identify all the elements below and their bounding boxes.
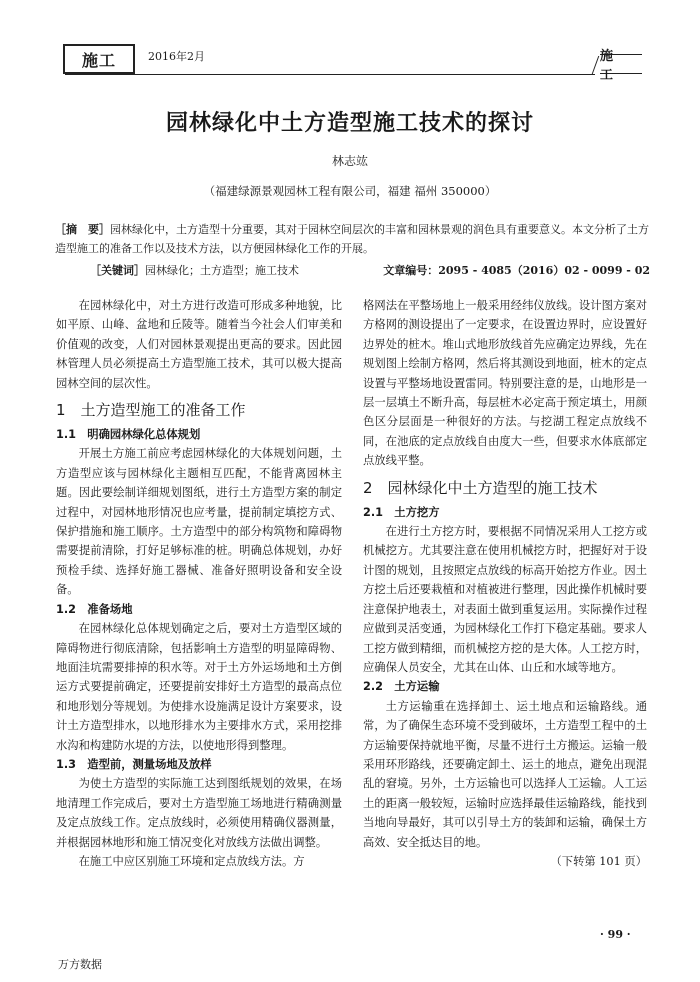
left-column [56, 296, 342, 871]
article-title: 园林绿化中土方造型施工技术的探讨 [165, 111, 534, 136]
issue-date: 2016年2月 [148, 50, 205, 63]
affiliation: （福建绿源景观园林工程有限公司，福建 福州 350000） [203, 184, 497, 198]
keywords-label: ［关键词］ [90, 264, 145, 277]
subsection-heading-1-3: 1.3 造型前，测量场地及放样 [56, 757, 212, 771]
section-heading-1: 1 土方造型施工的准备工作 [56, 401, 246, 420]
journal-logo [63, 44, 135, 74]
continued-paragraph: 格网法在平整场地上一般采用经纬仪放线。设计图方案对方格网的测设提出了一定要求，在设置边界时，应设置好边界处的桩木。堆山式地形放线首先应确定边界线，先在规划图上绘制方格网，然后将其测设到地面，桩木的定点设置与平整场地设置雷同。特别要注意的是，山地形是一层一层填土不断升高，每层桩木必定高于预定填土，用颜色区分层面是一种很好的方法。与挖湖工程定点放线不同，在池底的定点放线自由度大一些，但要求水体底部定点放线平整。 [363, 299, 647, 468]
right-column [363, 296, 647, 871]
paragraph-1-3a: 为使土方造型的实际施工达到图纸规划的效果，在场地清理工作完成后，要对土方造型施工场地进行精确测量及定点放线工作。定点放线时，必须使用精确仪器测量，并根据园林地形和施工情况变化对放线方法做出调整。 [56, 777, 342, 849]
paragraph-2-2: 土方运输重在选择卸土、运土地点和运输路线。通常，为了确保生态环境不受到破坏，土方造型工程中的土方运输要保持就地平衡，尽量不进行土方搬运。运输一般采用环形路线，还要确定卸土、运土的地点，避免出现混乱的窘境。另外，土方运输也可以选择人工运输。人工运土的距离一般较短，运输时应选择最佳运输路线，能找到当地向导最好，其可以引导土方的装卸和运输，确保土方高效、安全抵达目的地。 [363, 699, 647, 849]
author: 林志竑 [331, 154, 368, 168]
abstract-label: ［摘 要］ [55, 223, 110, 236]
subsection-heading-1-1: 1.1 明确园林绿化总体规划 [56, 428, 201, 442]
continued-note: （下转第 101 页） [550, 854, 647, 868]
keywords [90, 262, 299, 278]
keywords-line [90, 262, 650, 278]
intro-paragraph: 在园林绿化中，对土方进行改造可形成多种地貌，比如平原、山峰、盆地和丘陵等。随着当今社会人们审美和价值观的改变，人们对园林景观提出更高的要求。因此园林管理人员必须提高土方造型施工技术，其可以极大提高园林空间的层次性。 [56, 299, 342, 390]
section-heading-2: 2 园林绿化中土方造型的施工技术 [363, 478, 598, 497]
source-watermark: 万方数据 [58, 958, 102, 971]
header-rule-slant [592, 56, 600, 74]
section-label: 施 工 [600, 54, 642, 74]
logo-text: 施工 [81, 50, 116, 70]
subsection-heading-2-2: 2.2 土方运输 [363, 680, 440, 694]
abstract-text: 园林绿化中，土方造型十分重要，其对于园林空间层次的丰富和园林景观的润色具有重要意义。本文分析了土方造型施工的准备工作以及技术方法，以方便园林绿化工作的开展。 [55, 223, 649, 255]
paragraph-1-1: 开展土方施工前应考虑园林绿化的大体规划问题，土方造型应该与园林绿化主题相互匹配，不能背离园林主题。因此要绘制详细规划图纸，进行土方造型方案的制定过程中，对园林地形情况也应考量，提前制定填挖方式、保护措施和施工顺序。土方造型中的部分构筑物和障碍物需要提前清除，打好足够标准的桩。明确总体规划，办好预检手续、选择好施工器械、准备好照明设备和安全设备。 [56, 447, 342, 597]
paragraph-2-1: 在进行土方挖方时，要根据不同情况采用人工挖方或机械挖方。尤其要注意在使用机械挖方时，把握好对于设计图的规划，且按照定点放线的标高开始挖方作业。因土方挖土后还要栽植和对植被进行整理，因此操作机械时要注意保护地表土，对表面土做到重复运用。实际操作过程应做到灵活变通，为园林绿化工作打下稳定基础。要求人工挖方做到精细，而机械挖方挖的是大体。人工挖方时，应确保人员安全，尤其在山体、山丘和水域等地方。 [363, 525, 647, 674]
article-number: 文章编号：2095 - 4085（2016）02 - 0099 - 02 [383, 264, 650, 277]
paragraph-1-3b: 在施工中应区别施工环境和定点放线方法。方 [78, 854, 305, 868]
page-number: · 99 · [600, 928, 631, 941]
subsection-heading-1-2: 1.2 准备场地 [56, 602, 133, 616]
abstract [55, 220, 650, 258]
subsection-heading-2-1: 2.1 土方挖方 [363, 505, 440, 519]
keywords-text: 园林绿化；土方造型；施工技术 [145, 264, 299, 277]
header-rule [65, 74, 595, 75]
paragraph-1-2: 在园林绿化总体规划确定之后，要对土方造型区域的障碍物进行彻底清除，包括影响土方造型的明显障碍物、地面洼坑需要排掉的积水等。对于土方外运场地和土方倒运方式要提前确定，还要提前安排好土方造型的最高点位和地形划分等规划。为使排水设施满足设计方案要求，设计土方造型排水，以地形排水为主要排水方式，采用挖排水沟和构建防水堤的方法，以使地形得到整理。 [56, 622, 342, 752]
